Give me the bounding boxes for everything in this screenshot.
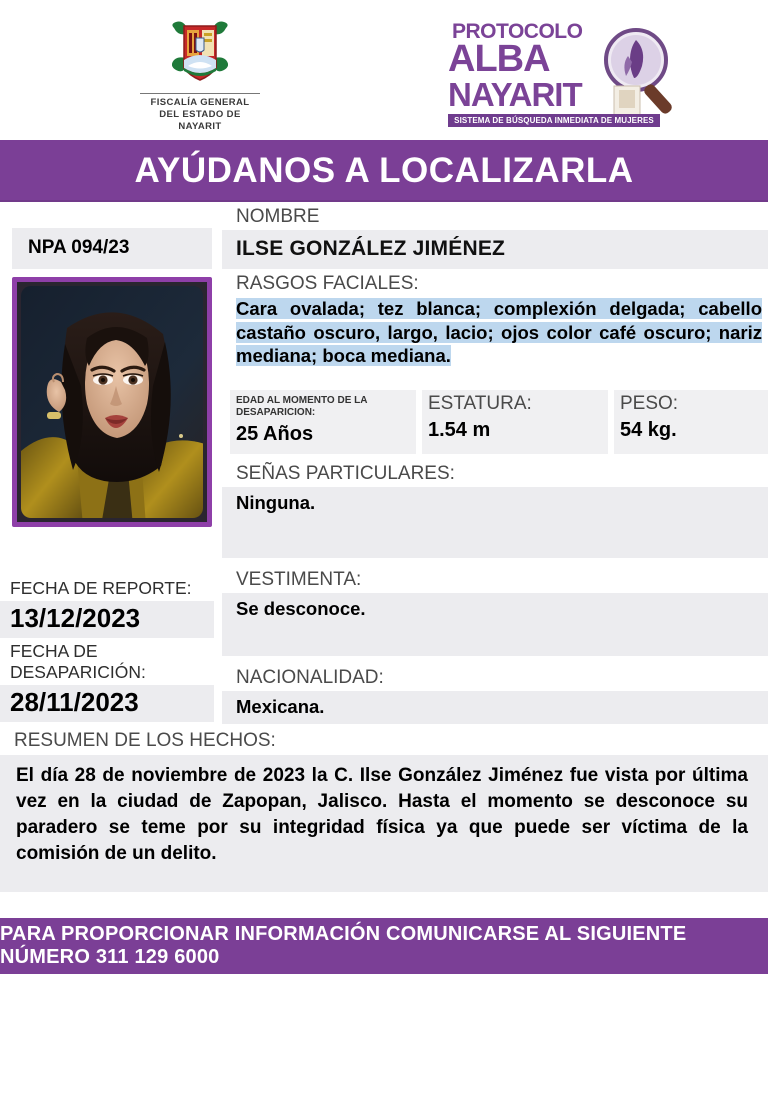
photo-and-dates-column <box>0 269 222 724</box>
row-details <box>0 269 768 724</box>
age-value: 25 Años <box>236 423 314 446</box>
poster-header <box>0 0 768 140</box>
age-stat <box>230 390 416 454</box>
title-banner <box>0 140 768 202</box>
report-date-label: FECHA DE REPORTE: <box>10 578 192 598</box>
summary-section <box>0 724 768 892</box>
victim-photo <box>12 277 212 527</box>
height-stat <box>422 390 608 454</box>
poster-body <box>0 202 768 918</box>
protocolo-alba-logo <box>438 18 688 130</box>
summary-label: RESUMEN DE LOS HECHOS: <box>14 730 276 752</box>
facial-features-label: RASGOS FACIALES: <box>236 273 419 294</box>
summary-text: El día 28 de noviembre de 2023 la C. Ilse González Jiménez fue vista por última vez en la ciudad de Zapopan, Jalisco. Hasta el momento se desconoce su paradero se teme por su integridad física ya que puede ser víctima de la comisión de un delito. <box>0 755 768 892</box>
contact-text: PARA PROPORCIONAR INFORMACIÓN COMUNICARSE AL SIGUIENTE NÚMERO 311 129 6000 <box>0 923 687 969</box>
clothing-value: Se desconoce. <box>222 593 768 656</box>
weight-stat <box>614 390 768 454</box>
fiscalia-logo <box>80 14 320 134</box>
facial-features-value: Cara ovalada; tez blanca; complexión delgada; cabello castaño oscuro, largo, lacio; ojos color café oscuro; nariz mediana; boca mediana. <box>236 298 762 367</box>
report-date-value: 13/12/2023 <box>0 601 214 638</box>
magnifying-glass-icon <box>590 26 686 118</box>
name-column <box>222 202 768 269</box>
case-file-number: NPA 094/23 <box>12 228 212 269</box>
clothing-label: VESTIMENTA: <box>236 569 362 591</box>
disappearance-date-value: 28/11/2023 <box>0 685 214 722</box>
details-column <box>222 269 768 724</box>
page-title: AYÚDANOS A LOCALIZARLA <box>134 151 634 190</box>
disappearance-date-label: FECHA DE DESAPARICIÓN: <box>10 641 146 682</box>
stats-row <box>222 390 768 454</box>
height-label: ESTATURA: <box>428 393 532 415</box>
name-value: ILSE GONZÁLEZ JIMÉNEZ <box>222 230 768 269</box>
weight-label: PESO: <box>620 393 679 415</box>
name-label: NOMBRE <box>236 206 320 227</box>
fiscalia-title: FISCALÍA GENERAL DEL ESTADO DE NAYARIT <box>150 97 250 132</box>
weight-value: 54 kg. <box>620 419 677 442</box>
alba-nayarit-text: NAYARIT <box>448 76 582 113</box>
npa-column <box>0 202 222 269</box>
nationality-label: NACIONALIDAD: <box>236 667 384 689</box>
age-label: EDAD AL MOMENTO DE LA DESAPARICION: <box>236 395 368 418</box>
alba-subtitle: SISTEMA DE BÚSQUEDA INMEDIATA DE MUJERES <box>448 114 660 127</box>
distinguishing-marks-value: Ninguna. <box>222 487 768 558</box>
contact-banner <box>0 918 768 974</box>
alba-alba-text: ALBA <box>448 38 550 80</box>
divider <box>140 93 260 94</box>
nationality-value: Mexicana. <box>222 691 768 724</box>
alba-protocolo-text: PROTOCOLO <box>452 20 583 43</box>
height-value: 1.54 m <box>428 419 491 442</box>
row-identification <box>0 202 768 269</box>
distinguishing-marks-label: SEÑAS PARTICULARES: <box>236 463 455 485</box>
nayarit-coat-of-arms-icon <box>164 14 236 90</box>
